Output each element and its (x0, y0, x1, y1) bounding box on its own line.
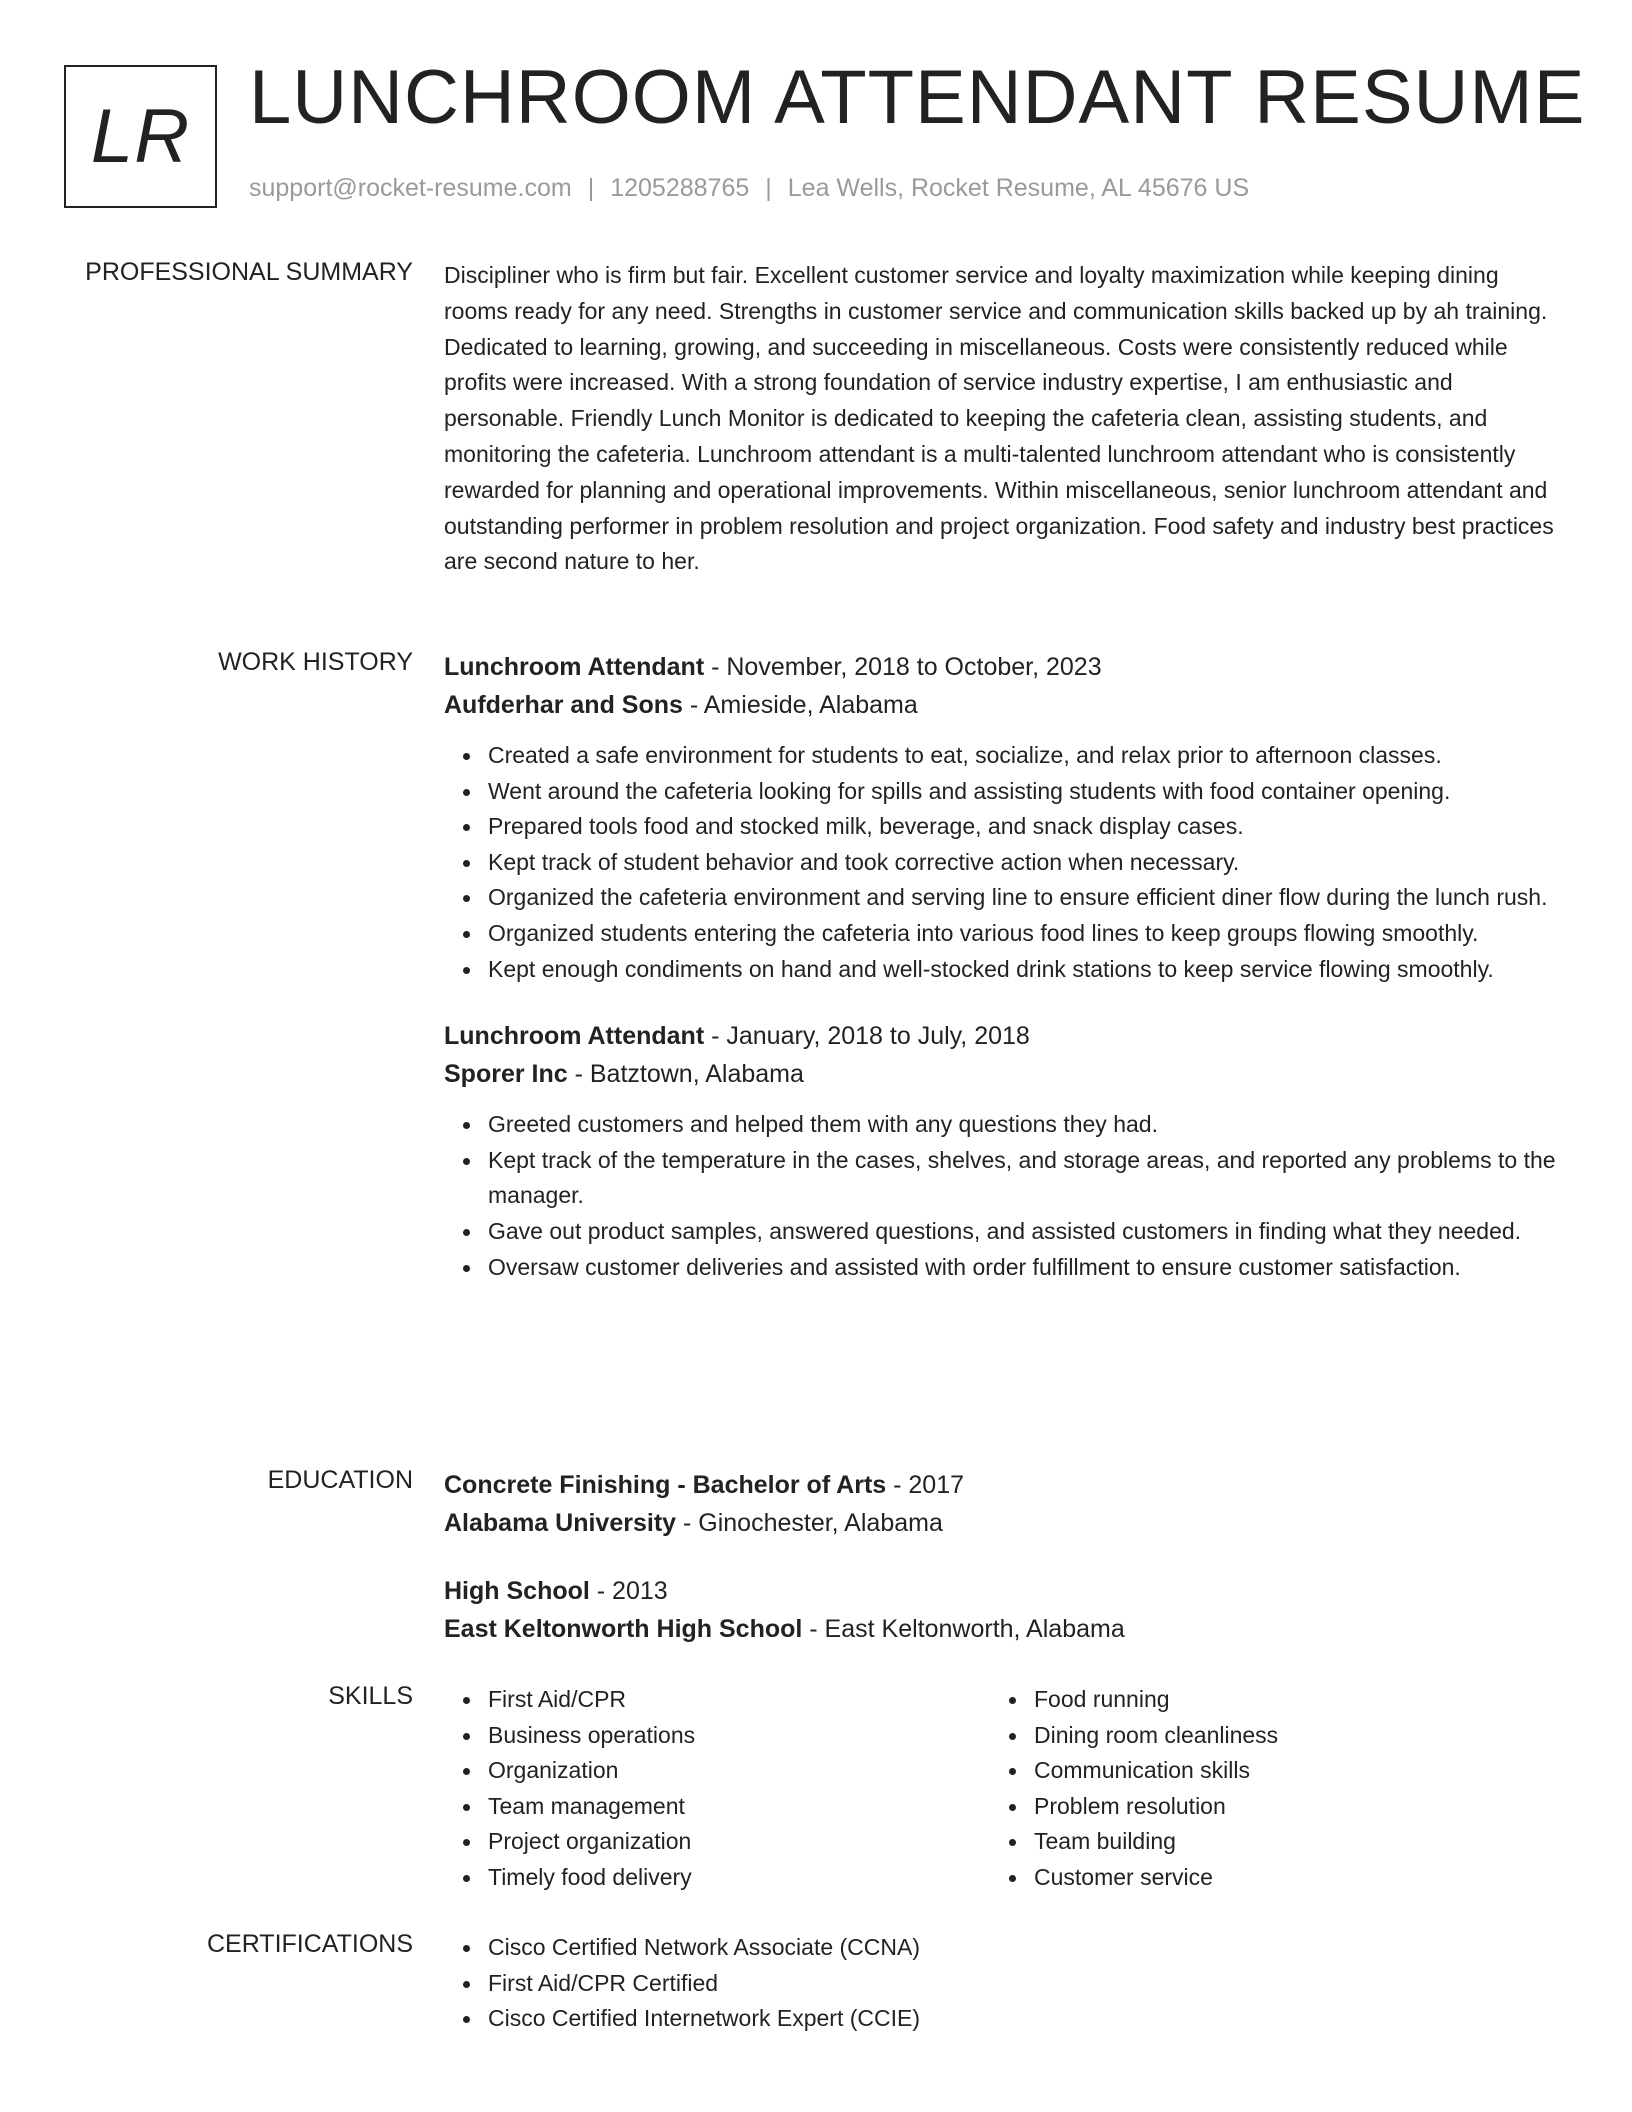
degree-year: - 2017 (886, 1471, 965, 1499)
school-line (444, 1610, 1564, 1648)
skills-list-left (444, 1682, 990, 1896)
job-bullet: Prepared tools food and stocked milk, beverage, and snack display cases. (444, 809, 1564, 845)
skill-item: Food running (990, 1682, 1536, 1718)
certifications-list (444, 1930, 1564, 2037)
certification-item: Cisco Certified Internetwork Expert (CCIE) (444, 2001, 1564, 2037)
school-location: - Ginochester, Alabama (676, 1509, 943, 1537)
job-entry (444, 1017, 1564, 1285)
education-entry (444, 1572, 1564, 1648)
job-location: - Batztown, Alabama (567, 1060, 804, 1089)
contact-separator: | (587, 174, 595, 202)
skills-list-right (990, 1682, 1536, 1896)
section-heading: CERTIFICATIONS (206, 1930, 413, 1958)
skills-columns (444, 1682, 1564, 1896)
skill-item: Problem resolution (990, 1789, 1536, 1825)
contact-address: Lea Wells, Rocket Resume, AL 45676 US (787, 174, 1250, 202)
job-bullets (444, 738, 1564, 987)
contact-line (249, 174, 1249, 203)
resume-title: LUNCHROOM ATTENDANT RESUME (249, 55, 1586, 140)
job-title: Lunchroom Attendant (444, 1022, 705, 1051)
summary-text: Discipliner who is firm but fair. Excellent customer service and loyalty maximization while keeping dining rooms ready for any need. Strengths in customer service and communication skills backed up by ah training. Dedicated to learning, growing, and succeeding in miscellaneous. Costs were consistently reduced while profits were increased. With a strong foundation of service industry expertise, I am enthusiastic and personable. Friendly Lunch Monitor is dedicated to keeping the cafeteria clean, assisting students, and monitoring the cafeteria. Lunchroom attendant is a multi-talented lunchroom attendant who is consistently rewarded for planning and operational improvements. Within miscellaneous, senior lunchroom attendant and outstanding performer in problem resolution and project organization. Food safety and industry best practices are second nature to her. (444, 262, 1554, 575)
job-bullet: Went around the cafeteria looking for spills and assisting students with food container opening. (444, 774, 1564, 810)
skill-item: Customer service (990, 1860, 1536, 1896)
section-heading: PROFESSIONAL SUMMARY (85, 258, 413, 286)
job-company-line (444, 686, 1564, 724)
section-heading: SKILLS (328, 1682, 413, 1710)
skill-item: Project organization (444, 1824, 990, 1860)
job-location: - Amieside, Alabama (682, 691, 918, 719)
job-bullet: Organized students entering the cafeteria into various food lines to keep groups flowing smoothly. (444, 916, 1564, 952)
job-bullet: Kept track of student behavior and took corrective action when necessary. (444, 845, 1564, 881)
school-name: Alabama University (444, 1509, 677, 1537)
job-title: Lunchroom Attendant (444, 653, 705, 681)
section-heading: EDUCATION (267, 1466, 413, 1494)
skill-item: Team building (990, 1824, 1536, 1860)
job-dates: - November, 2018 to October, 2023 (704, 653, 1102, 681)
degree-line (444, 1572, 1564, 1610)
job-bullet: Gave out product samples, answered questions, and assisted customers in finding what they needed. (444, 1214, 1564, 1250)
contact-email[interactable]: support@rocket-resume.com (249, 174, 572, 202)
job-bullets (444, 1107, 1564, 1285)
certification-item: First Aid/CPR Certified (444, 1966, 1564, 2002)
degree-year: - 2013 (589, 1577, 668, 1605)
certification-item: Cisco Certified Network Associate (CCNA) (444, 1930, 1564, 1966)
job-entry (444, 648, 1564, 987)
degree-line (444, 1466, 1564, 1504)
degree-name: Concrete Finishing - Bachelor of Arts (444, 1471, 887, 1499)
school-name: East Keltonworth High School (444, 1615, 803, 1643)
job-bullet: Oversaw customer deliveries and assisted with order fulfillment to ensure customer satisfaction. (444, 1250, 1564, 1286)
job-company: Sporer Inc (444, 1060, 568, 1089)
skill-item: First Aid/CPR (444, 1682, 990, 1718)
section-heading: WORK HISTORY (218, 648, 413, 676)
job-dates: - January, 2018 to July, 2018 (704, 1022, 1030, 1051)
school-location: - East Keltonworth, Alabama (802, 1615, 1125, 1643)
skill-item: Organization (444, 1753, 990, 1789)
job-bullet: Created a safe environment for students to eat, socialize, and relax prior to afternoon classes. (444, 738, 1564, 774)
degree-name: High School (444, 1577, 590, 1605)
skill-item: Team management (444, 1789, 990, 1825)
education-entry (444, 1466, 1564, 1542)
monogram-initials: LR (90, 94, 191, 179)
job-bullet: Kept track of the temperature in the cases, shelves, and storage areas, and reported any problems to the manager. (444, 1143, 1564, 1214)
job-bullet: Greeted customers and helped them with any questions they had. (444, 1107, 1564, 1143)
contact-phone[interactable]: 1205288765 (610, 174, 750, 202)
school-line (444, 1504, 1564, 1542)
job-bullet: Kept enough condiments on hand and well-stocked drink stations to keep service flowing smoothly. (444, 952, 1564, 988)
skill-item: Business operations (444, 1718, 990, 1754)
monogram-logo (64, 65, 217, 208)
skill-item: Timely food delivery (444, 1860, 990, 1896)
job-company: Aufderhar and Sons (444, 691, 683, 719)
skill-item: Dining room cleanliness (990, 1718, 1536, 1754)
contact-separator: | (765, 174, 772, 202)
job-title-line (444, 648, 1564, 686)
skill-item: Communication skills (990, 1753, 1536, 1789)
job-bullet: Organized the cafeteria environment and serving line to ensure efficient diner flow during the lunch rush. (444, 880, 1564, 916)
job-company-line (444, 1055, 1564, 1093)
job-title-line (444, 1017, 1564, 1055)
